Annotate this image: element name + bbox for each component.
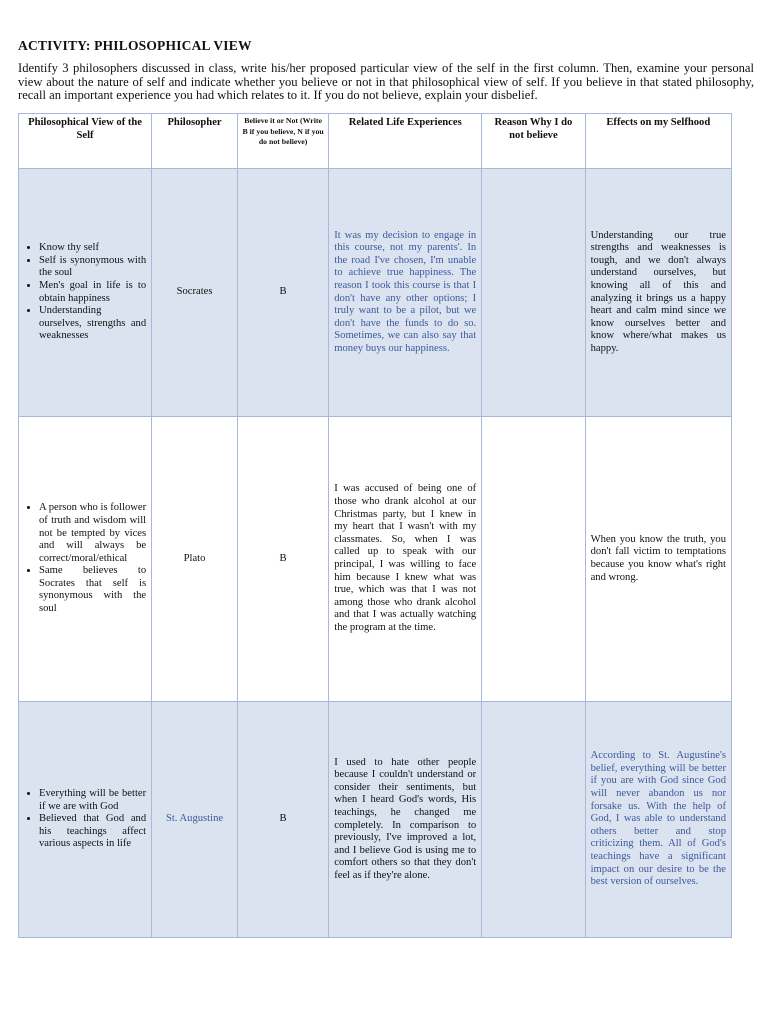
view-item: • Believed that God and his teachings affect various aspects in life (39, 813, 146, 851)
views-list (24, 788, 146, 851)
view-item: • Understanding ourselves, strengths and weaknesses (39, 305, 146, 343)
effects-cell: Understanding our true strengths and weaknesses is tough, and we don't always understand ourselves, but knowing all of this and analyzing it brings us a happy heart and calm mind since we know ourselves better and know where/what makes us happy. (585, 169, 731, 417)
views-cell (19, 702, 152, 938)
believe-cell: B (237, 702, 328, 938)
views-list (24, 242, 146, 343)
philosopher-cell: Plato (152, 417, 238, 702)
view-item: • Self is synonymous with the soul (39, 255, 146, 280)
header-reason-not-believe: Reason Why I do not believe (482, 114, 585, 169)
view-item: • Know thy self (39, 242, 146, 255)
views-cell (19, 169, 152, 417)
philosopher-cell: St. Augustine (152, 702, 238, 938)
reason-cell (482, 417, 585, 702)
activity-instructions: Identify 3 philosophers discussed in class, write his/her proposed particular view of the self in the first column. Then, examine your personal view about the nature of self and indicate whether you believe or not in that philosophical view of self. If you believe in that stated philosophy, recall an important experience you had which relates to it. If you do not believe, explain your disbelief. (18, 61, 754, 103)
activity-title: ACTIVITY: PHILOSOPHICAL VIEW (18, 38, 252, 53)
view-item: • A person who is follower of truth and wisdom will not be tempted by vices and will always be correct/moral/ethical (39, 502, 146, 565)
header-philosopher: Philosopher (152, 114, 238, 169)
header-believe: Believe it or Not (Write B if you believe, N if you do not believe) (237, 114, 328, 169)
table-row-st-augustine (19, 702, 732, 938)
table-row-socrates (19, 169, 732, 417)
table-row-plato (19, 417, 732, 702)
header-effects-selfhood: Effects on my Selfhood (585, 114, 731, 169)
table-header-row (19, 114, 732, 169)
experience-cell: I used to hate other people because I couldn't understand or consider their sentiments, but when I heard God's words, His teachings, he changed me completely. In comparison to previously, I've improved a lot, and I believe God is using me to comfort others so that they don't feel as if they're alone. (329, 702, 482, 938)
effects-cell: When you know the truth, you don't fall victim to temptations because you know what's right and wrong. (585, 417, 731, 702)
view-item: • Same believes to Socrates that self is synonymous with the soul (39, 565, 146, 615)
experience-cell: I was accused of being one of those who drank alcohol at our Christmas party, but I knew in my heart that I wasn't with my classmates. So, when I was called up to speak with our principal, I was willing to face him because I knew what was true, which was that I was not among those who drank alcohol and that I was actually watching the program at the time. (329, 417, 482, 702)
views-cell (19, 417, 152, 702)
view-item: • Men's goal in life is to obtain happiness (39, 280, 146, 305)
reason-cell (482, 169, 585, 417)
believe-cell: B (237, 169, 328, 417)
header-related-experiences: Related Life Experiences (329, 114, 482, 169)
believe-cell: B (237, 417, 328, 702)
philosophy-table (18, 113, 732, 938)
reason-cell (482, 702, 585, 938)
experience-cell: It was my decision to engage in this course, not my parents'. In the road I've chosen, I'm unable to achieve true happiness. The reason I took this course is that I don't have any other options; I truly want to be a pilot, but we don't have the funds to do so. Sometimes, we can also say that money buys our happiness. (329, 169, 482, 417)
views-list (24, 502, 146, 615)
philosopher-cell: Socrates (152, 169, 238, 417)
header-philosophical-view: Philosophical View of the Self (19, 114, 152, 169)
effects-cell: According to St. Augustine's belief, everything will be better if you are with God since God will never abandon us nor forsake us. With the help of God, I was able to understand others better and stop criticizing them. All of God's teachings have a significant impact on our desire to be the best version of ourselves. (585, 702, 731, 938)
view-item: • Everything will be better if we are with God (39, 788, 146, 813)
